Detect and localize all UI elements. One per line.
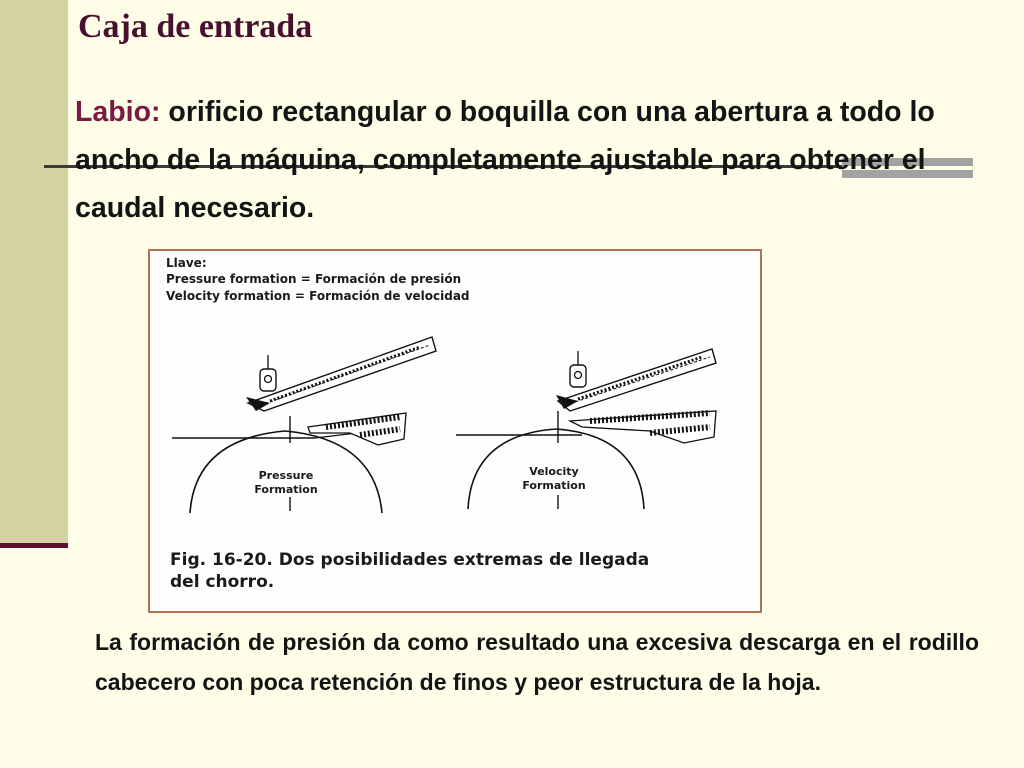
side-bar bbox=[0, 0, 68, 545]
lead-term: Labio: bbox=[75, 96, 161, 128]
key-title: Llave: bbox=[166, 256, 207, 270]
label-velocity: Velocity bbox=[529, 465, 579, 478]
label-pressure: Pressure bbox=[258, 469, 314, 482]
figure-caption-line-2: del chorro. bbox=[170, 572, 275, 592]
figure-image bbox=[148, 249, 762, 613]
velocity-formation-diagram bbox=[456, 349, 716, 509]
key-line-1: Pressure formation = Formación de presión bbox=[166, 272, 462, 286]
key-line-2: Velocity formation = Formación de velocidad bbox=[166, 289, 470, 303]
lead-text: orificio rectangular o boquilla con una abertura a todo lo ancho de la máquina, completamente ajustable para obtener el caudal necesario. bbox=[75, 96, 935, 224]
headbox-lip-diagram bbox=[150, 251, 760, 611]
figure-caption-line-1: Fig. 16-20. Dos posibilidades extremas de llegada bbox=[170, 550, 650, 570]
side-accent-line bbox=[0, 543, 68, 548]
pressure-formation-diagram bbox=[172, 337, 436, 513]
label-pressure-formation: Formation bbox=[254, 483, 318, 496]
lead-paragraph bbox=[75, 88, 995, 232]
label-velocity-formation: Formation bbox=[522, 479, 586, 492]
slide-title: Caja de entrada bbox=[78, 8, 313, 45]
body-paragraph: La formación de presión da como resultado una excesiva descarga en el rodillo cabecero con poca retención de finos y peor estructura de la hoja. bbox=[95, 629, 979, 695]
